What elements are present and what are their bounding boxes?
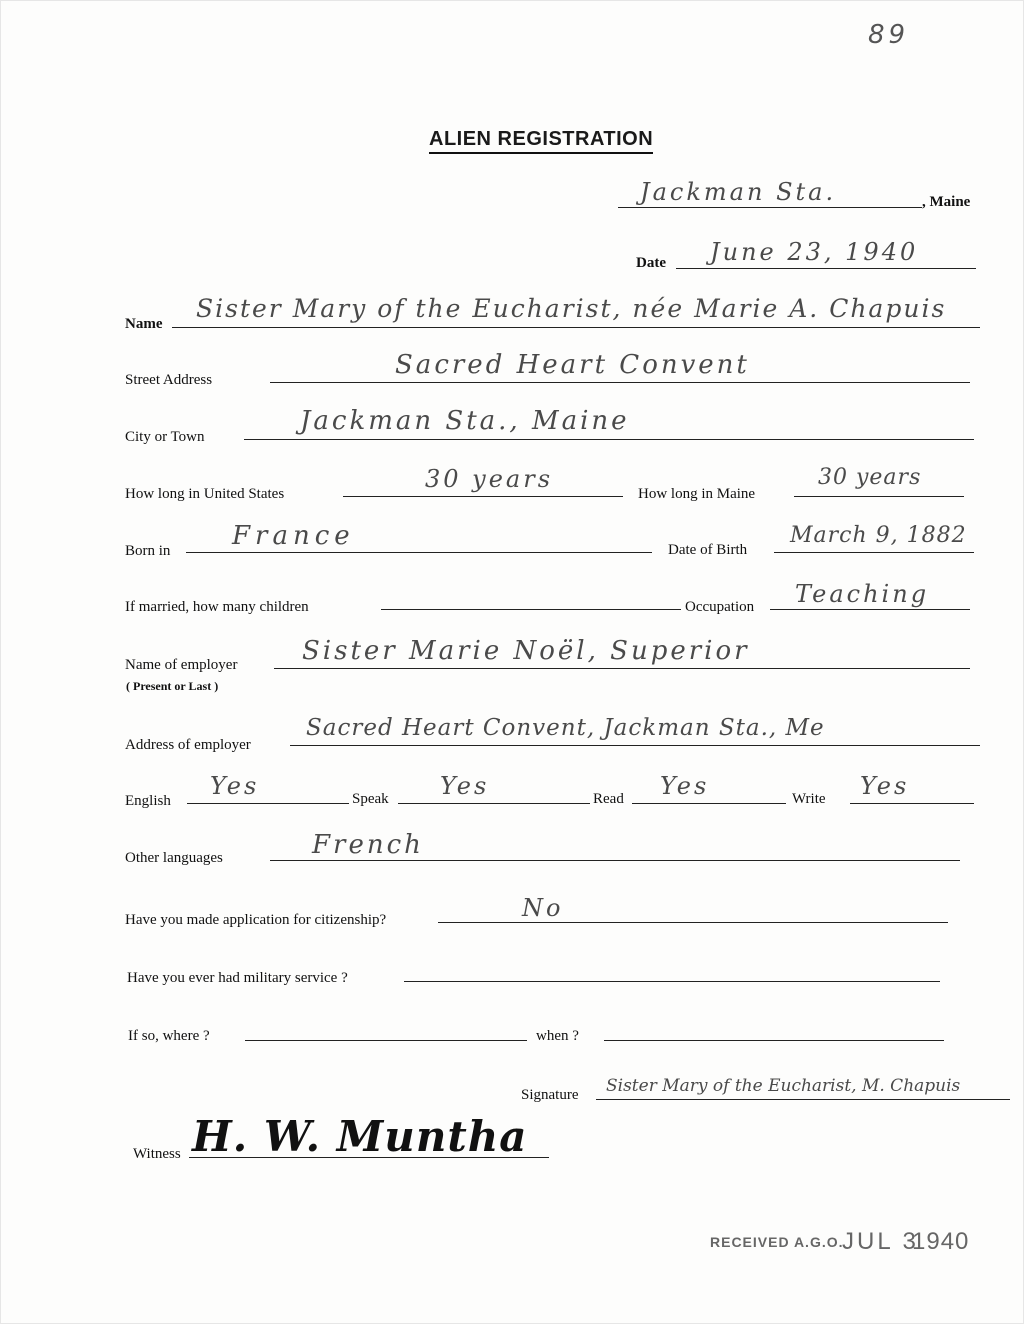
when-label: when ?: [536, 1028, 579, 1044]
name-value: Sister Mary of the Eucharist, née Marie A. Chapuis: [196, 294, 947, 323]
date-of-birth-value: March 9, 1882: [790, 523, 967, 548]
speak-label: Speak: [352, 791, 389, 807]
write-value: Yes: [860, 772, 910, 800]
occupation-line: [770, 609, 970, 610]
other-languages-line: [270, 860, 960, 861]
if-so-where-label: If so, where ?: [128, 1028, 210, 1044]
citizenship-line: [438, 922, 948, 923]
if-so-where-line: [245, 1040, 527, 1041]
employer-address-line: [290, 745, 980, 746]
name-label: Name: [125, 316, 163, 332]
how-long-maine-label: How long in Maine: [638, 486, 756, 502]
location-state: , Maine: [922, 194, 971, 210]
received-stamp-year: 1940: [912, 1228, 970, 1255]
witness-label: Witness: [133, 1146, 181, 1162]
form-title: ALIEN REGISTRATION: [429, 128, 653, 154]
write-label: Write: [792, 791, 826, 807]
employer-address-label: Address of employer: [125, 737, 251, 753]
speak-line: [398, 803, 590, 804]
street-address-value: Sacred Heart Convent: [395, 350, 750, 380]
born-in-value: France: [232, 521, 355, 551]
write-line: [850, 803, 974, 804]
employer-sublabel: ( Present or Last ): [126, 679, 219, 693]
read-line: [632, 803, 786, 804]
how-long-maine-value: 30 years: [818, 465, 922, 490]
military-line: [404, 981, 940, 982]
how-long-us-line: [343, 496, 623, 497]
read-label: Read: [593, 791, 624, 807]
witness-signature: H. W. Muntha: [192, 1112, 528, 1161]
street-address-label: Street Address: [125, 372, 213, 388]
children-line: [381, 609, 681, 610]
born-in-line: [186, 552, 652, 553]
how-long-us-label: How long in United States: [125, 486, 285, 502]
location-value: Jackman Sta.: [640, 178, 837, 206]
english-label: English: [125, 793, 171, 809]
citizenship-label: Have you made application for citizenship?: [125, 912, 387, 928]
city-value: Jackman Sta., Maine: [300, 406, 630, 436]
employer-value: Sister Marie Noël, Superior: [302, 636, 750, 666]
english-line: [187, 803, 349, 804]
how-long-us-value: 30 years: [425, 465, 554, 493]
occupation-value: Teaching: [795, 580, 930, 608]
employer-line: [274, 668, 970, 669]
occupation-label: Occupation: [685, 599, 755, 615]
military-label: Have you ever had military service ?: [127, 970, 348, 986]
page-number: 89: [868, 20, 910, 50]
location-line: [618, 207, 922, 208]
english-value: Yes: [210, 772, 260, 800]
read-value: Yes: [660, 772, 710, 800]
how-long-maine-line: [794, 496, 964, 497]
other-languages-label: Other languages: [125, 850, 223, 866]
date-of-birth-line: [774, 552, 974, 553]
signature-line: [596, 1099, 1010, 1100]
city-label: City or Town: [125, 429, 205, 445]
born-in-label: Born in: [125, 543, 171, 559]
date-line: [676, 268, 976, 269]
street-address-line: [270, 382, 970, 383]
received-stamp-text: RECEIVED A.G.O.: [710, 1234, 844, 1250]
date-label: Date: [636, 255, 666, 271]
name-line: [172, 327, 980, 328]
speak-value: Yes: [440, 772, 490, 800]
date-of-birth-label: Date of Birth: [668, 542, 748, 558]
other-languages-value: French: [312, 830, 424, 860]
children-label: If married, how many children: [125, 599, 309, 615]
signature-label: Signature: [521, 1087, 579, 1103]
city-line: [244, 439, 974, 440]
employer-label: Name of employer: [125, 657, 238, 673]
signature-value: Sister Mary of the Eucharist, M. Chapuis: [606, 1076, 961, 1096]
employer-address-value: Sacred Heart Convent, Jackman Sta., Me: [306, 715, 825, 741]
date-value: June 23, 1940: [710, 238, 919, 266]
citizenship-value: No: [522, 894, 564, 922]
received-stamp-date: JUL 3: [842, 1228, 919, 1255]
when-line: [604, 1040, 944, 1041]
